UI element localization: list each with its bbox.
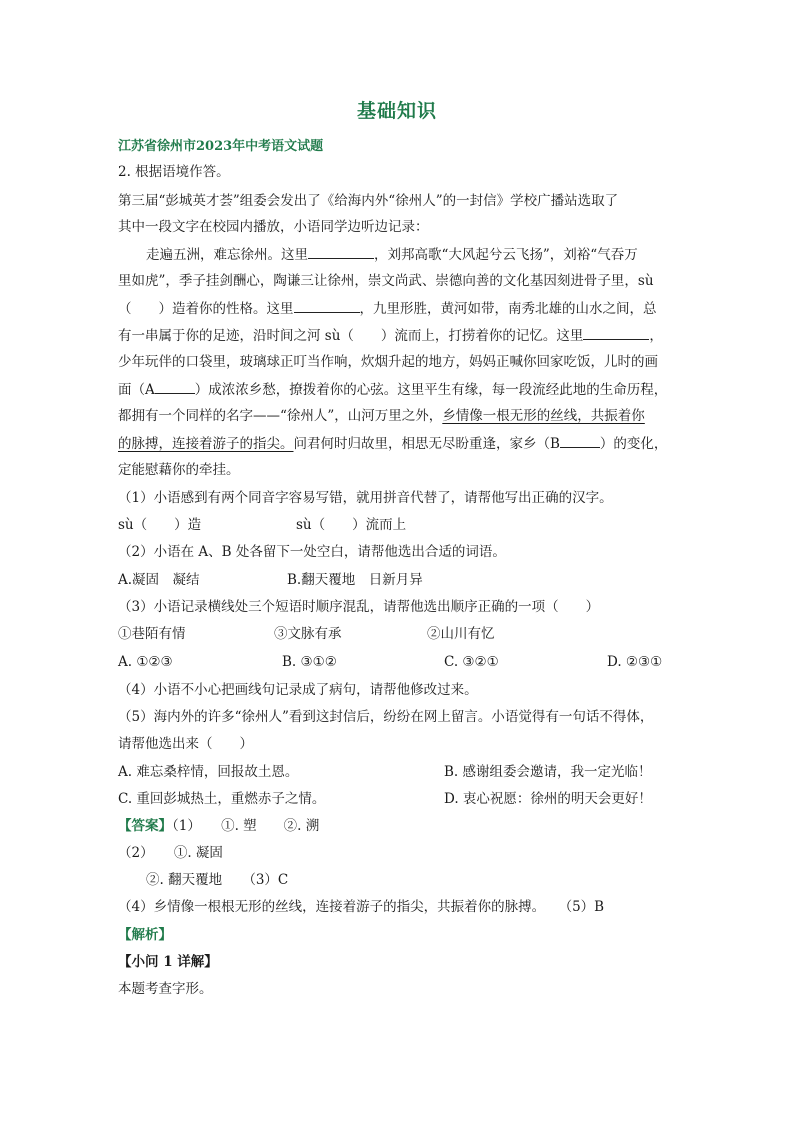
exam-source: 江苏省徐州市2023年中考语文试题 [118,139,324,154]
question-5-line-1: （5）海内外的许多“徐州人”看到这封信后，纷纷在网上留言。小语觉得有一句话不得体， [118,709,654,725]
q1-item-b: sù（ ）流而上 [296,517,407,533]
q5-option-b: B. 感谢组委会邀请，我一定光临！ [444,764,652,780]
question-number: 2. 根据语境作答。 [118,164,230,180]
analysis-tag: 【解析】 [118,927,172,943]
page-title: 基础知识 [356,100,437,122]
blank-a [155,379,195,394]
underlined-sentence-part-1: 乡情像一根无形的丝线，共振着你 [442,408,645,424]
answer-line-4: （4）乡情像一根根无形的丝线，连接着游子的指尖，共振着你的脉搏。 （5）B [118,899,605,915]
answer-tag: 【答案】 [118,818,172,834]
q3-phrase-3: ③文脉有承 [274,626,342,642]
passage-line-3: （ ）造着你的性格。这里 ，九里形胜，黄河如带，南秀北雄的山水之间，总 [118,298,657,319]
answer-line-1: 【答案】（1） ①. 塑 ②. 溯 [118,818,320,834]
passage-line-5: 少年玩伴的口袋里，玻璃球正叮当作响，炊烟升起的地方，妈妈正喊你回家吃饭，儿时的画 [118,354,658,370]
passage-line-8: 的脉搏，连接着游子的指尖。问君何时归故里，相思无尽盼重逢，家乡（B ）的变化， [118,433,667,454]
answer-line-3: ②. 翻天覆地 （3）C [146,872,289,888]
passage-line-9: 定能慰藉你的牵挂。 [118,462,240,478]
q3-option-b: B. ③①② [282,654,337,670]
intro-line-2: 其中一段文字在校园内播放，小语同学边听边记录： [118,219,429,235]
subquestion-1-detail: 【小问 1 详解】 [118,954,218,970]
blank-b [560,433,600,448]
question-4: （4）小语不小心把画线句记录成了病句，请帮他修改过来。 [118,682,478,698]
explanation-text: 本题考查字形。 [118,981,213,997]
blank-2 [294,298,360,313]
passage-line-6: 面（A ）成浓浓乡愁，撩拨着你的心弦。这里平生有缘，每一段流经此地的生命历程， [118,379,667,400]
q5-option-d: D. 衷心祝愿：徐州的明天会更好！ [444,791,652,807]
q3-option-c: C. ③②① [444,654,499,670]
question-5-line-2: 请帮他选出来（ ） [118,736,253,752]
blank-3 [583,325,649,340]
question-2: （2）小语在 A、B 处各留下一处空白，请帮他选出合适的词语。 [118,544,506,560]
passage-line-7: 都拥有一个同样的名字——“徐州人”，山河万里之外，乡情像一根无形的丝线，共振着你 [118,408,645,424]
q5-option-c: C. 重回彭城热土，重燃赤子之情。 [118,791,326,807]
underlined-sentence-part-2: 的脉搏，连接着游子的指尖。 [118,436,294,452]
q3-phrase-2: ②山川有忆 [427,626,495,642]
intro-line-1: 第三届“彭城英才荟”组委会发出了《给海内外“徐州人”的一封信》学校广播站选取了 [118,193,619,209]
blank-1 [308,244,374,259]
q2-option-a: A.凝固 凝结 [118,572,200,588]
q3-option-a: A. ①②③ [118,654,173,670]
passage-line-4: 有一串属于你的足迹，沿时间之河 sù（ ）流而上，打捞着你的记忆。这里 ， [118,325,663,346]
question-3: （3）小语记录横线处三个短语时顺序混乱，请帮他选出顺序正确的一项（ ） [118,599,600,615]
passage-line-2: 里如虎”，季子挂剑酬心，陶谦三让徐州，崇文尚武、崇德向善的文化基因刻进骨子里，sù [118,273,654,289]
passage-line-1: 走遍五洲，难忘徐州。这里 ，刘邦高歌“大风起兮云飞扬”，刘裕“气吞万 [146,244,638,265]
q5-option-a: A. 难忘桑梓情，回报故土恩。 [118,764,299,780]
answer-line-2: （2） ①. 凝固 [118,845,223,861]
q1-item-a: sù（ ）造 [118,517,202,533]
q3-phrase-1: ①巷陌有情 [118,626,186,642]
q3-option-d: D. ②③① [607,654,663,670]
q2-option-b: B.翻天覆地 日新月异 [287,572,423,588]
question-1: （1）小语感到有两个同音字容易写错，就用拼音代替了，请帮他写出正确的汉字。 [118,490,613,506]
